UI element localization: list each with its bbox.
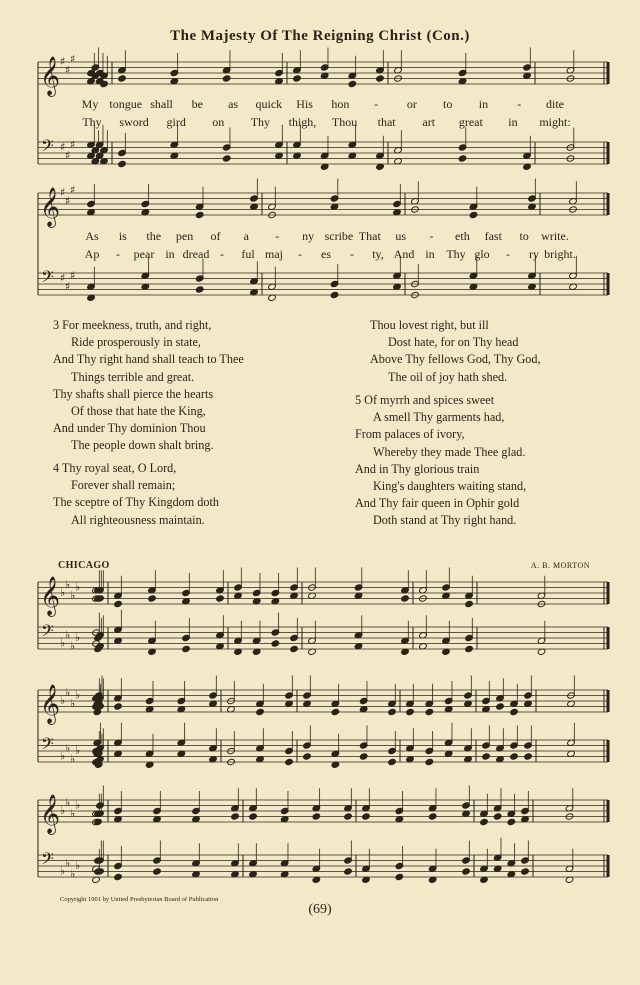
verse-line: Whereby they made Thee glad. (373, 444, 526, 459)
flat-sign: ♭ (70, 696, 76, 710)
note-head (222, 155, 231, 162)
flat-sign: ♭ (60, 749, 66, 763)
lyric-syllable: the (146, 229, 162, 243)
note-head (388, 708, 397, 715)
lyric-syllable: pear (133, 247, 155, 261)
lyric-syllable: - (116, 247, 120, 261)
lyric-syllable: on (212, 115, 225, 129)
verse-line: From palaces of ivory, (355, 427, 465, 442)
lyric-syllable: shall (150, 97, 173, 111)
note-head (303, 753, 312, 760)
note-head (376, 75, 385, 82)
lyric-syllable: in (478, 97, 489, 111)
flat-sign: ♭ (75, 859, 81, 872)
flat-sign: ♭ (75, 688, 81, 702)
note-head (330, 291, 339, 298)
verse-line: A smell Thy garments had, (373, 410, 505, 425)
lyric-syllable: us (395, 229, 406, 243)
lyric-syllable: sword (119, 115, 149, 129)
lyric-syllable: quick (255, 97, 283, 111)
note-head (231, 813, 240, 820)
sharp-sign: ♯ (70, 183, 76, 197)
bass-clef: 𝄢 (41, 734, 54, 758)
note-head (118, 75, 127, 82)
treble-clef: 𝄞 (40, 684, 61, 724)
verse-line: The oil of joy hath shed. (388, 369, 508, 384)
verse-line: And Thy right hand shall teach to Thee (53, 352, 244, 367)
lyric-syllable: es (321, 247, 331, 261)
flat-sign: ♭ (70, 806, 76, 820)
lyric-syllable: - (374, 97, 379, 111)
lyric-syllable: Thy (82, 115, 102, 129)
lyric-syllable: be (191, 97, 203, 111)
verse-4-continued (370, 317, 541, 386)
note-head (216, 595, 225, 602)
lyric-syllable: My (81, 97, 99, 111)
note-head (496, 703, 505, 710)
note-head (524, 753, 533, 760)
verse-line: Of those that hate the King, (71, 404, 206, 419)
lyric-syllable: of (210, 229, 221, 243)
note-head (249, 813, 258, 820)
sharp-sign: ♯ (65, 63, 71, 77)
flat-sign: ♭ (65, 795, 71, 809)
page-number: (69) (308, 902, 332, 917)
note-head (510, 753, 519, 760)
lyric-syllable: is (118, 229, 127, 243)
tune-name: CHICAGO (58, 560, 110, 571)
composer: A. B. MORTON (530, 561, 590, 570)
sharp-sign: ♯ (65, 279, 71, 293)
verse-line: Doth stand at Thy right hand. (373, 513, 517, 528)
treble-clef: 𝄞 (40, 56, 61, 96)
sharp-sign: ♯ (70, 268, 76, 282)
note-head (195, 286, 204, 293)
note-head (406, 708, 415, 715)
lyric-syllable: ny (302, 229, 315, 243)
sharp-sign: ♯ (65, 194, 71, 208)
verse-line: The people down shalt bring. (71, 438, 214, 453)
verse-line: 3 For meekness, truth, and right, (53, 318, 212, 332)
note-head (312, 813, 321, 820)
verse-line: The sceptre of Thy Kingdom doth (53, 495, 219, 510)
note-head (331, 708, 340, 715)
note-head (362, 813, 371, 820)
sharp-sign: ♯ (60, 55, 66, 68)
verse-3 (53, 317, 244, 455)
note-head (182, 645, 191, 652)
lyric-syllable: a (243, 229, 249, 243)
flat-sign: ♭ (60, 804, 66, 817)
verse-line: Thy shafts shall pierce the hearts (53, 386, 214, 401)
treble-clef: 𝄞 (40, 794, 61, 834)
note-head (348, 80, 357, 87)
sharp-sign: ♯ (60, 271, 66, 285)
flat-sign: ♭ (60, 694, 66, 707)
note-head (507, 818, 516, 825)
flat-sign: ♭ (65, 741, 71, 755)
lyric-syllable: As (85, 229, 99, 243)
lyric-syllable: ry (529, 247, 539, 261)
verse-line: Forever shall remain; (71, 478, 176, 493)
lyric-syllable: or (406, 97, 417, 111)
lyric-syllable: - (220, 247, 224, 261)
lyric-syllable: tongue (109, 97, 143, 111)
lyric-syllable: - (298, 247, 302, 261)
note-head (395, 873, 404, 880)
flat-sign: ♭ (60, 586, 66, 599)
lyric-syllable: - (429, 229, 434, 243)
flat-sign: ♭ (65, 685, 71, 699)
lyric-syllable: And (393, 247, 415, 261)
lyric-syllable: gird (166, 115, 186, 129)
bass-clef: 𝄢 (41, 849, 54, 873)
note-head (344, 813, 353, 820)
note-head (285, 758, 294, 765)
lyric-syllable: maj (265, 247, 283, 261)
lyric-syllable: That (358, 229, 381, 243)
lyric-syllable: to (443, 97, 453, 111)
lyric-syllable: fast (484, 229, 502, 243)
lyric-syllable: as (228, 97, 239, 111)
flat-sign: ♭ (60, 636, 66, 650)
lyric-syllable: pen (175, 229, 194, 243)
verse-line: Thou lovest right, but ill (370, 318, 489, 332)
lyric-syllable: to (519, 229, 529, 243)
note-head (425, 758, 434, 765)
verse-5 (355, 392, 526, 530)
lyric-syllable: scribe (324, 229, 354, 243)
lyric-syllable: - (275, 229, 280, 243)
sharp-sign: ♯ (70, 137, 76, 151)
copyright-notice: Copyright 1901 by United Presbyterian Board of Publication (60, 896, 219, 903)
flat-sign: ♭ (70, 867, 76, 881)
lyric-syllable: - (350, 247, 354, 261)
note-head (458, 155, 467, 162)
lyric-syllable: in (165, 247, 175, 261)
note-head (425, 708, 434, 715)
note-head (465, 645, 474, 652)
lyric-syllable: glo (474, 247, 490, 261)
flat-sign: ♭ (75, 580, 81, 594)
lyric-syllable: in (425, 247, 435, 261)
flat-sign: ♭ (70, 752, 76, 766)
note-head (469, 211, 478, 218)
flat-sign: ♭ (65, 577, 71, 591)
lyric-syllable: Thou (331, 115, 358, 129)
note-head (510, 708, 519, 715)
note-head (493, 813, 502, 820)
lyric-syllable: His (296, 97, 313, 111)
bass-clef: 𝄢 (41, 136, 54, 160)
lyric-syllable: Ap (84, 247, 100, 261)
bass-clef: 𝄢 (41, 621, 54, 645)
note-head (118, 160, 127, 167)
lyric-syllable: Thy (250, 115, 271, 129)
lyric-syllable: thigh, (288, 115, 317, 129)
sharp-sign: ♯ (60, 140, 66, 154)
note-head (222, 75, 231, 82)
lyric-syllable: bright. (544, 247, 576, 261)
verse-line: And in Thy glorious train (355, 461, 480, 476)
flat-sign: ♭ (65, 856, 71, 870)
flat-sign: ♭ (65, 628, 71, 642)
sharp-sign: ♯ (65, 148, 71, 162)
verse-line: Things terrible and great. (71, 369, 195, 384)
lyric-syllable: art (422, 115, 436, 129)
note-head (465, 600, 474, 607)
lyric-syllable: great (458, 115, 483, 129)
note-head (290, 645, 299, 652)
page-title: The Majesty Of The Reigning Christ (Con.) (170, 28, 470, 44)
verse-line: All righteousness maintain. (71, 512, 205, 527)
verse-line: Ride prosperously in state, (71, 335, 201, 350)
verse-line: 5 Of myrrh and spices sweet (355, 393, 495, 407)
note-head (344, 868, 353, 875)
verse-line: And Thy fair queen in Ophir gold (355, 496, 520, 511)
treble-clef: 𝄞 (40, 187, 61, 227)
note-head (114, 600, 123, 607)
lyric-syllable: dite (546, 97, 564, 111)
note-head (148, 595, 157, 602)
lyric-syllable: eth (455, 229, 470, 243)
note-head (195, 211, 204, 218)
verse-line: 4 Thy royal seat, O Lord, (53, 461, 177, 475)
note-head (256, 708, 265, 715)
sharp-sign: ♯ (60, 186, 66, 199)
lyric-syllable: - (517, 97, 522, 111)
note-head (428, 813, 437, 820)
flat-sign: ♭ (70, 639, 76, 653)
lyric-syllable: in (508, 115, 518, 129)
note-head (401, 595, 410, 602)
lyric-syllable: ty, (372, 247, 384, 261)
lyric-syllable: hon (331, 97, 350, 111)
lyric-syllable: write. (541, 229, 569, 243)
flat-sign: ♭ (60, 864, 66, 878)
note-head (482, 753, 491, 760)
verse-line: Dost hate, for on Thy head (388, 335, 519, 350)
verse-line: Above Thy fellows God, Thy God, (370, 352, 541, 367)
lyric-syllable: dread (182, 247, 210, 261)
lyric-syllable: - (506, 247, 510, 261)
lyric-syllable: Thy (446, 247, 466, 261)
flat-sign: ♭ (75, 798, 81, 812)
flat-sign: ♭ (75, 631, 81, 644)
treble-clef: 𝄞 (40, 576, 61, 616)
note-head (271, 640, 280, 647)
note-head (114, 703, 123, 710)
verse-line: King's daughters waiting stand, (373, 479, 527, 494)
flat-sign: ♭ (70, 588, 76, 602)
note-head (153, 868, 162, 875)
note-head (388, 758, 397, 765)
flat-sign: ♭ (75, 744, 81, 757)
note-head (462, 868, 471, 875)
bass-clef: 𝄢 (41, 267, 54, 291)
verse-4 (53, 460, 219, 529)
note-head (521, 868, 530, 875)
note-head (293, 75, 302, 82)
lyric-syllable: might: (539, 115, 571, 129)
note-head (359, 753, 368, 760)
note-head (480, 818, 489, 825)
verse-line: And under Thy dominion Thou (53, 421, 206, 436)
lyric-syllable: ful (241, 247, 255, 261)
note-head (114, 873, 123, 880)
lyric-syllable: that (377, 115, 396, 129)
sharp-sign: ♯ (70, 52, 76, 66)
